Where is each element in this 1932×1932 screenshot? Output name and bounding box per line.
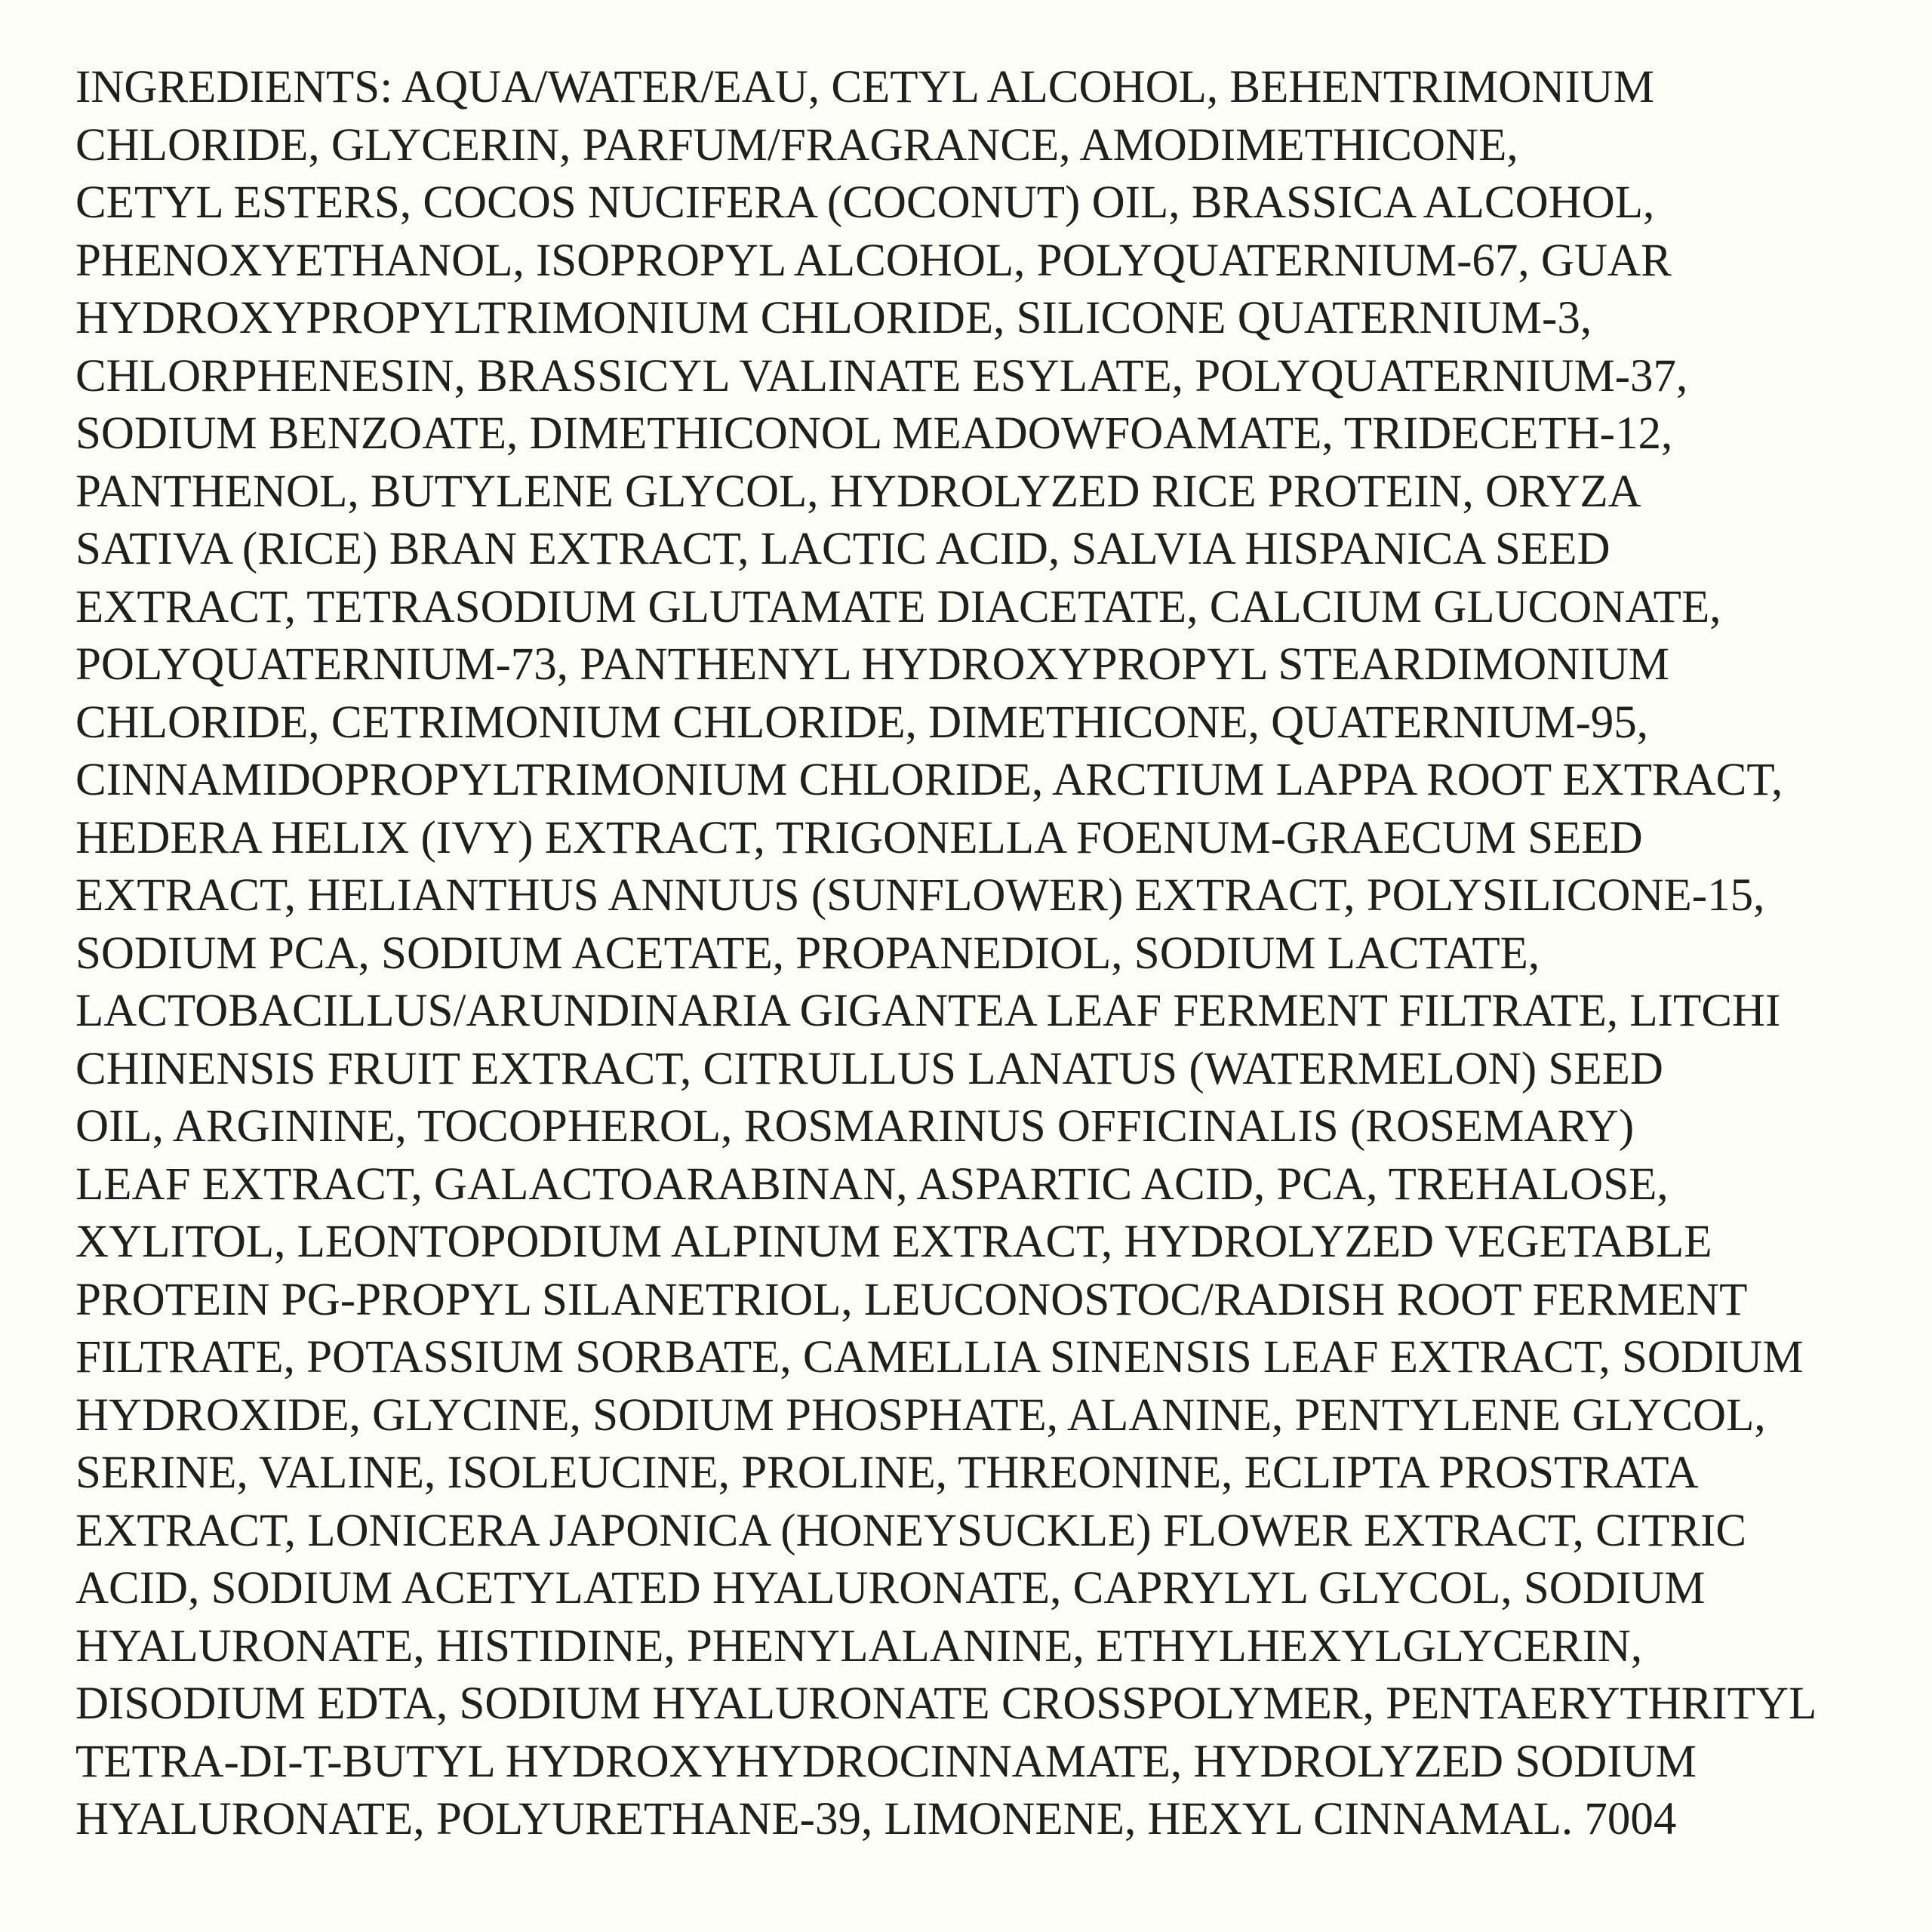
ingredients-line: EXTRACT, LONICERA JAPONICA (HONEYSUCKLE) FLOWER EXTRACT, CITRIC [75, 1505, 1747, 1556]
ingredients-line: POLYQUATERNIUM-73, PANTHENYL HYDROXYPROPYL STEARDIMONIUM [75, 639, 1670, 690]
ingredients-line: TETRA-DI-T-BUTYL HYDROXYHYDROCINNAMATE, HYDROLYZED SODIUM [75, 1736, 1697, 1787]
ingredients-line: LACTOBACILLUS/ARUNDINARIA GIGANTEA LEAF FERMENT FILTRATE, LITCHI [75, 986, 1781, 1036]
ingredients-line: CHINENSIS FRUIT EXTRACT, CITRULLUS LANATUS (WATERMELON) SEED [75, 1043, 1663, 1094]
ingredients-line: INGREDIENTS: AQUA/WATER/EAU, CETYL ALCOHOL, BEHENTRIMONIUM [75, 62, 1654, 112]
ingredients-line: LEAF EXTRACT, GALACTOARABINAN, ASPARTIC ACID, PCA, TREHALOSE, [75, 1158, 1669, 1210]
ingredients-line: CHLORIDE, CETRIMONIUM CHLORIDE, DIMETHICONE, QUATERNIUM-95, [75, 697, 1649, 748]
ingredients-line: XYLITOL, LEONTOPODIUM ALPINUM EXTRACT, HYDROLYZED VEGETABLE [75, 1217, 1712, 1267]
ingredients-line: HYALURONATE, HISTIDINE, PHENYLALANINE, ETHYLHEXYLGLYCERIN, [75, 1620, 1643, 1672]
ingredients-line: SATIVA (RICE) BRAN EXTRACT, LACTIC ACID, SALVIA HISPANICA SEED [75, 524, 1611, 574]
ingredients-line: CETYL ESTERS, COCOS NUCIFERA (COCONUT) OIL, BRASSICA ALCOHOL, [75, 177, 1655, 228]
ingredients-line: CINNAMIDOPROPYLTRIMONIUM CHLORIDE, ARCTIUM LAPPA ROOT EXTRACT, [75, 755, 1783, 805]
ingredients-line: FILTRATE, POTASSIUM SORBATE, CAMELLIA SINENSIS LEAF EXTRACT, SODIUM [75, 1332, 1804, 1383]
ingredients-line: ACID, SODIUM ACETYLATED HYALURONATE, CAPRYLYL GLYCOL, SODIUM [75, 1563, 1706, 1614]
ingredients-line: SERINE, VALINE, ISOLEUCINE, PROLINE, THREONINE, ECLIPTA PROSTRATA [75, 1447, 1699, 1498]
ingredients-line: PHENOXYETHANOL, ISOPROPYL ALCOHOL, POLYQUATERNIUM-67, GUAR [75, 235, 1672, 286]
ingredients-line: CHLORPHENESIN, BRASSICYL VALINATE ESYLATE, POLYQUATERNIUM-37, [75, 350, 1688, 401]
ingredients-line: DISODIUM EDTA, SODIUM HYALURONATE CROSSPOLYMER, PENTAERYTHRITYL [75, 1678, 1817, 1729]
ingredients-line: CHLORIDE, GLYCERIN, PARFUM/FRAGRANCE, AMODIMETHICONE, [75, 119, 1518, 171]
ingredients-line: SODIUM PCA, SODIUM ACETATE, PROPANEDIOL, SODIUM LACTATE, [75, 928, 1540, 979]
ingredients-line: PROTEIN PG-PROPYL SILANETRIOL, LEUCONOSTOC/RADISH ROOT FERMENT [75, 1274, 1748, 1325]
ingredients-line: HEDERA HELIX (IVY) EXTRACT, TRIGONELLA FOENUM-GRAECUM SEED [75, 812, 1643, 863]
ingredients-line: HYDROXIDE, GLYCINE, SODIUM PHOSPHATE, ALANINE, PENTYLENE GLYCOL, [75, 1389, 1766, 1441]
ingredients-line: EXTRACT, HELIANTHUS ANNUUS (SUNFLOWER) EXTRACT, POLYSILICONE-15, [75, 870, 1765, 921]
ingredients-line: PANTHENOL, BUTYLENE GLYCOL, HYDROLYZED RICE PROTEIN, ORYZA [75, 466, 1641, 517]
ingredients-line: SODIUM BENZOATE, DIMETHICONOL MEADOWFOAMATE, TRIDECETH-12, [75, 408, 1673, 459]
ingredients-line: EXTRACT, TETRASODIUM GLUTAMATE DIACETATE, CALCIUM GLUCONATE, [75, 581, 1721, 632]
ingredients-list [75, 59, 1917, 1849]
ingredients-line: HYALURONATE, POLYURETHANE-39, LIMONENE, HEXYL CINNAMAL. 7004 [75, 1794, 1677, 1844]
ingredients-line: HYDROXYPROPYLTRIMONIUM CHLORIDE, SILICONE QUATERNIUM-3, [75, 293, 1592, 343]
ingredients-line: OIL, ARGININE, TOCOPHEROL, ROSMARINUS OFFICINALIS (ROSEMARY) [75, 1101, 1635, 1152]
